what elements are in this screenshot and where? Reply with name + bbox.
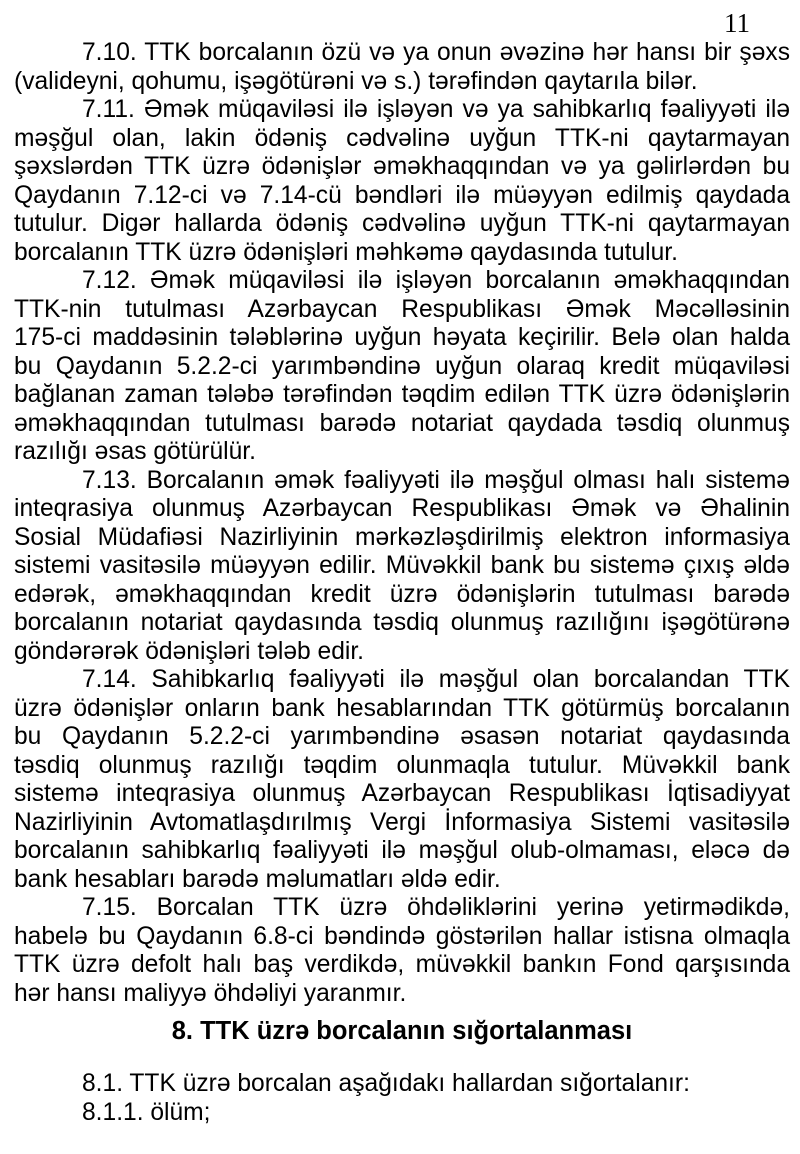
paragraph-7.12-line-2: TTK-nin tutulması Azərbaycan Respublikası Əmək Məcəlləsinin xyxy=(14,295,790,323)
paragraph-7.15-line-2: habelə bu Qaydanın 6.8-ci bəndində göstərilən hallar istisna olmaqla xyxy=(14,922,790,950)
paragraph-7.13-line-6: borcalanın notariat qaydasında təsdiq olunmuş razılığını işəgötürənə xyxy=(14,609,790,636)
paragraph-7.12-line-5: bağlanan zaman tələbə tərəfindən təqdim edilən TTK üzrə ödənişlərin xyxy=(14,381,790,408)
section-heading: 8. TTK üzrə borcalanın sığortalanması xyxy=(171,1017,633,1045)
paragraph-7.11-line-2: məşğul olan, lakin ödəniş cədvəlinə uyğun TTK-ni qaytarmayan xyxy=(14,124,790,152)
paragraph-7.11-line-3: şəxslərdən TTK üzrə ödənişlər əməkhaqqından və ya gəlirlərdən bu xyxy=(14,153,790,180)
paragraph-7.14-line-1: 7.14. Sahibkarlıq fəaliyyəti ilə məşğul olan borcalandan TTK xyxy=(82,666,790,693)
paragraph-7.11-line-4: Qaydanın 7.12-ci və 7.14-cü bəndləri ilə müəyyən edilmiş qaydada xyxy=(14,181,790,209)
paragraph-7.13-line-1: 7.13. Borcalanın əmək fəaliyyəti ilə məşğul olması halı sistemə xyxy=(82,466,790,494)
paragraph-7.14-line-6: Nazirliyinin Avtomatlaşdırılmış Vergi İnformasiya Sistemi vasitəsilə xyxy=(14,808,790,836)
paragraph-7.12-line-4: bu Qaydanın 5.2.2-ci yarımbəndinə uyğun olaraq kredit müqaviləsi xyxy=(14,352,790,380)
paragraph-7.12-line-6: əməkhaqqından tutulması barədə notariat qaydada təsdiq olunmuş xyxy=(14,409,790,437)
paragraph-7.14-line-8: bank hesabları barədə məlumatları əldə edir. xyxy=(14,865,501,893)
paragraph-7.13-line-5: edərək, əməkhaqqından kredit üzrə ödənişlərin tutulması barədə xyxy=(14,580,790,608)
clause-8-1: 8.1. TTK üzrə borcalan aşağıdakı hallardan sığortalanır: xyxy=(82,1070,690,1097)
paragraph-7.15-line-3: TTK üzrə defolt halı baş verdikdə, müvəkkil bankın Fond qarşısında xyxy=(14,951,790,978)
paragraph-7.14-line-5: sistemə inteqrasiya olunmuş Azərbaycan Respublikası İqtisadiyyat xyxy=(14,780,790,807)
paragraph-7.14-line-4: təsdiq olunmuş razılığı təqdim olunmaqla tutulur. Müvəkkil bank xyxy=(14,751,790,779)
paragraph-7.11-line-5: tutulur. Digər hallarda ödəniş cədvəlinə uyğun TTK-ni qaytarmayan xyxy=(14,210,790,237)
paragraph-7.15-line-4: hər hansı maliyyə öhdəliyi yaranmır. xyxy=(14,979,407,1007)
paragraph-7.10-line-1: 7.10. TTK borcalanın özü və ya onun əvəzinə hər hansı bir şəxs xyxy=(82,39,790,66)
paragraph-7.11-line-1: 7.11. Əmək müqaviləsi ilə işləyən və ya sahibkarlıq fəaliyyəti ilə xyxy=(82,96,790,123)
paragraph-7.14-line-3: bu Qaydanın 5.2.2-ci yarımbəndinə əsasən notariat qaydasında xyxy=(14,723,790,750)
paragraph-7.14-line-2: üzrə ödənişlər onların bank hesablarından TTK götürmüş borcalanın xyxy=(14,694,790,722)
paragraph-7.12-line-3: 175-ci maddəsinin tələblərinə uyğun həyata keçirilir. Belə olan halda xyxy=(14,324,790,351)
clause-8-1-1: 8.1.1. ölüm; xyxy=(82,1098,211,1126)
paragraph-7.14-line-7: borcalanın sahibkarlıq fəaliyyəti ilə məşğul olub-olmaması, eləcə də xyxy=(14,837,790,864)
paragraph-7.13-line-3: Sosial Müdafiəsi Nazirliyinin mərkəzləşdirilmiş elektron informasiya xyxy=(14,523,790,551)
paragraph-7.13-line-7: göndərərək ödənişləri tələb edir. xyxy=(14,637,365,665)
paragraph-7.13-line-2: inteqrasiya olunmuş Azərbaycan Respublikası Əmək və Əhalinin xyxy=(14,495,790,522)
paragraph-7.12-line-7: razılığı əsas götürülür. xyxy=(14,438,256,465)
paragraph-7.13-line-4: sistemi vasitəsilə müəyyən edilir. Müvəkkil bank bu sistemə çıxış əldə xyxy=(14,552,790,579)
paragraph-7.12-line-1: 7.12. Əmək müqaviləsi ilə işləyən borcalanın əməkhaqqından xyxy=(82,267,790,294)
page-number: 11 xyxy=(724,8,750,38)
paragraph-7.11-line-6: borcalanın TTK üzrə ödənişləri məhkəmə qaydasında tutulur. xyxy=(14,238,678,266)
paragraph-7.10-line-2: (valideyni, qohumu, işəgötürəni və s.) tərəfindən qaytarıla bilər. xyxy=(14,67,698,95)
document-body xyxy=(14,39,790,1127)
paragraph-7.15-line-1: 7.15. Borcalan TTK üzrə öhdəliklərini yerinə yetirmədikdə, xyxy=(82,894,790,921)
paragraphs-container xyxy=(14,39,790,1008)
